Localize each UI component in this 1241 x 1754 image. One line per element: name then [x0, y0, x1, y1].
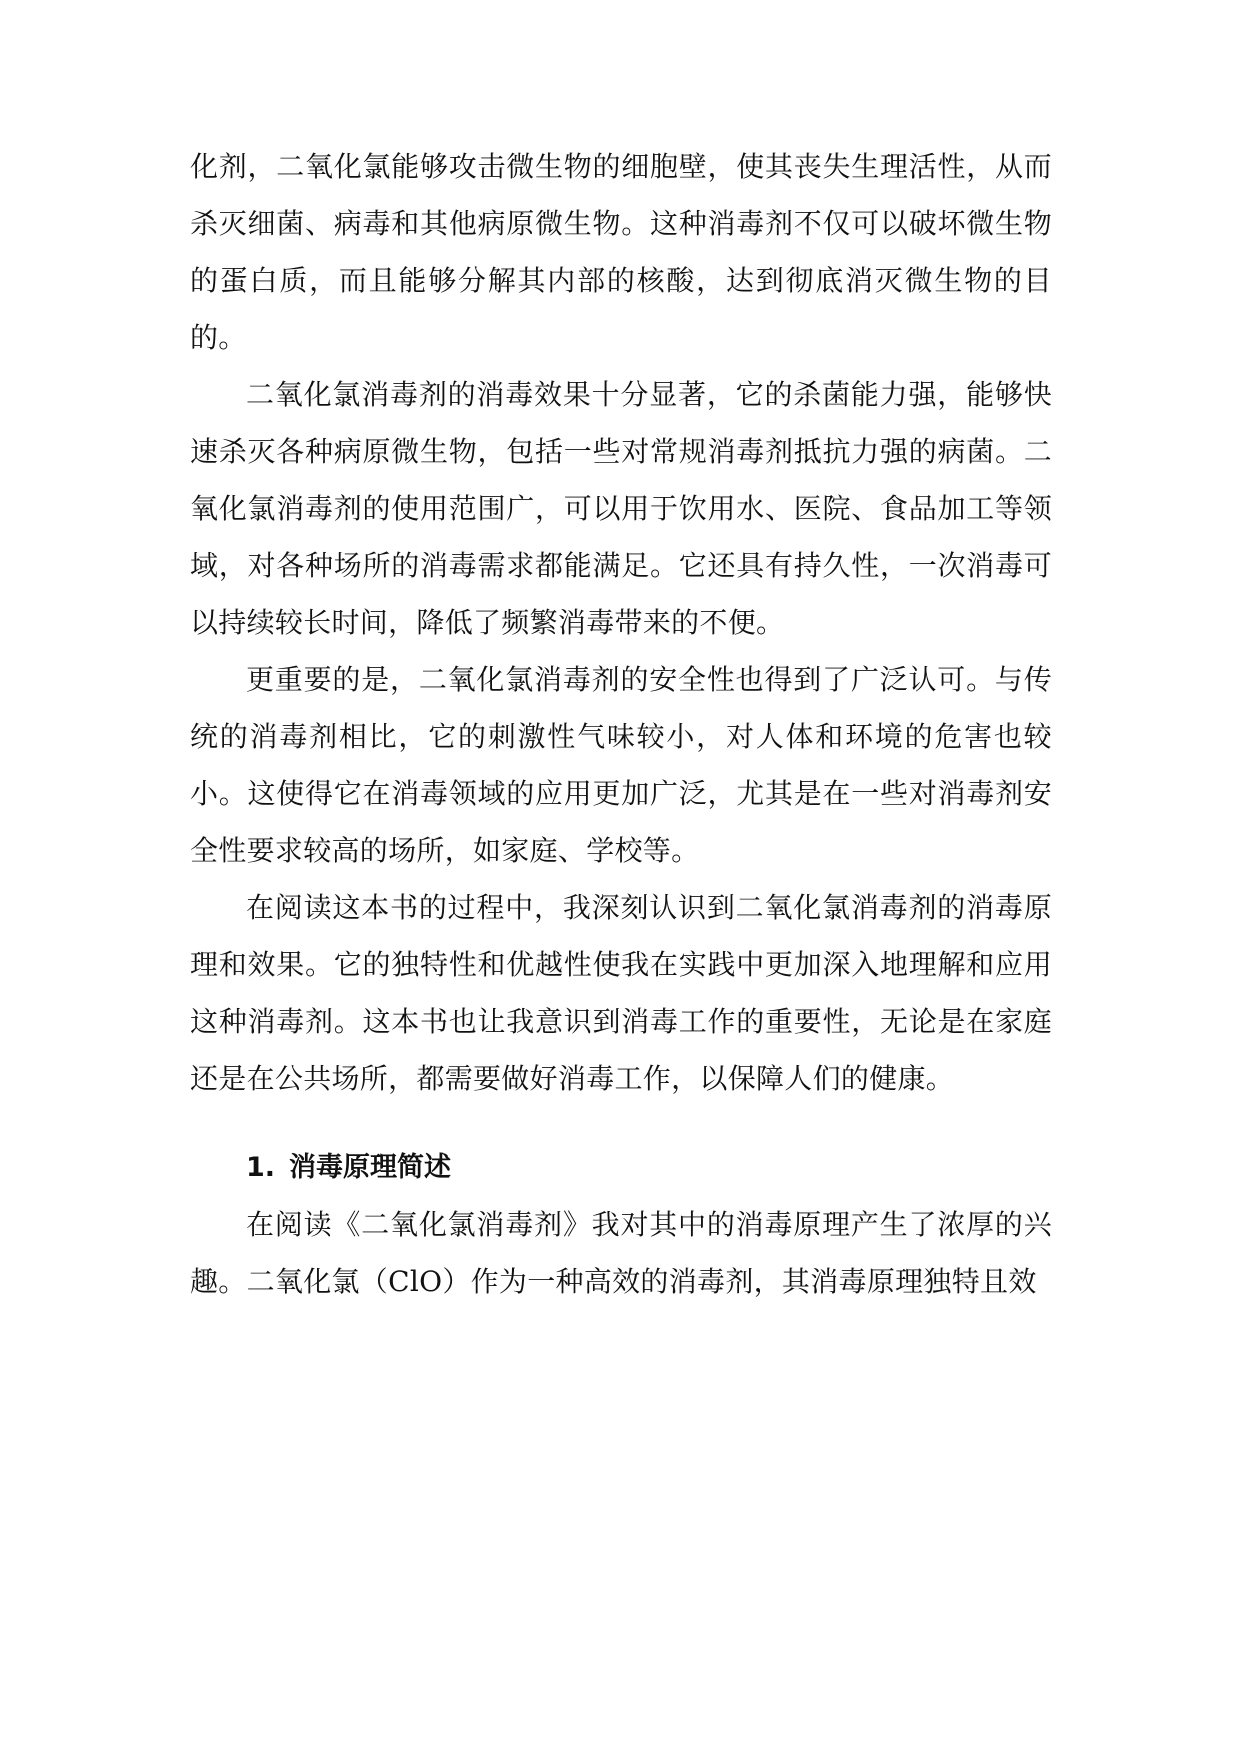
section-heading [190, 1139, 1052, 1196]
document-body [190, 138, 1052, 1310]
paragraph-continuation: 化剂，二氧化氯能够攻击微生物的细胞壁，使其丧失生理活性，从而杀灭细菌、病毒和其他病原微生物。这种消毒剂不仅可以破坏微生物的蛋白质，而且能够分解其内部的核酸，达到彻底消灭微生物的目的。 [190, 150, 1052, 354]
paragraph-principle-intro: 在阅读《二氧化氯消毒剂》我对其中的消毒原理产生了浓厚的兴趣。二氧化氯（ClO）作为一种高效的消毒剂，其消毒原理独特且效 [190, 1208, 1052, 1298]
paragraph-safety: 更重要的是，二氧化氯消毒剂的安全性也得到了广泛认可。与传统的消毒剂相比，它的刺激性气味较小，对人体和环境的危害也较小。这使得它在消毒领域的应用更加广泛，尤其是在一些对消毒剂安全性要求较高的场所，如家庭、学校等。 [190, 663, 1052, 867]
section-title: 消毒原理简述 [289, 1152, 452, 1183]
paragraph-effect: 二氧化氯消毒剂的消毒效果十分显著，它的杀菌能力强，能够快速杀灭各种病原微生物，包括一些对常规消毒剂抵抗力强的病菌。二氧化氯消毒剂的使用范围广，可以用于饮用水、医院、食品加工等领域，对各种场所的消毒需求都能满足。它还具有持久性，一次消毒可以持续较长时间，降低了频繁消毒带来的不便。 [190, 378, 1052, 639]
paragraph-reflection: 在阅读这本书的过程中，我深刻认识到二氧化氯消毒剂的消毒原理和效果。它的独特性和优越性使我在实践中更加深入地理解和应用这种消毒剂。这本书也让我意识到消毒工作的重要性，无论是在家庭还是在公共场所，都需要做好消毒工作，以保障人们的健康。 [190, 891, 1052, 1095]
section-number: 1. [246, 1152, 276, 1183]
